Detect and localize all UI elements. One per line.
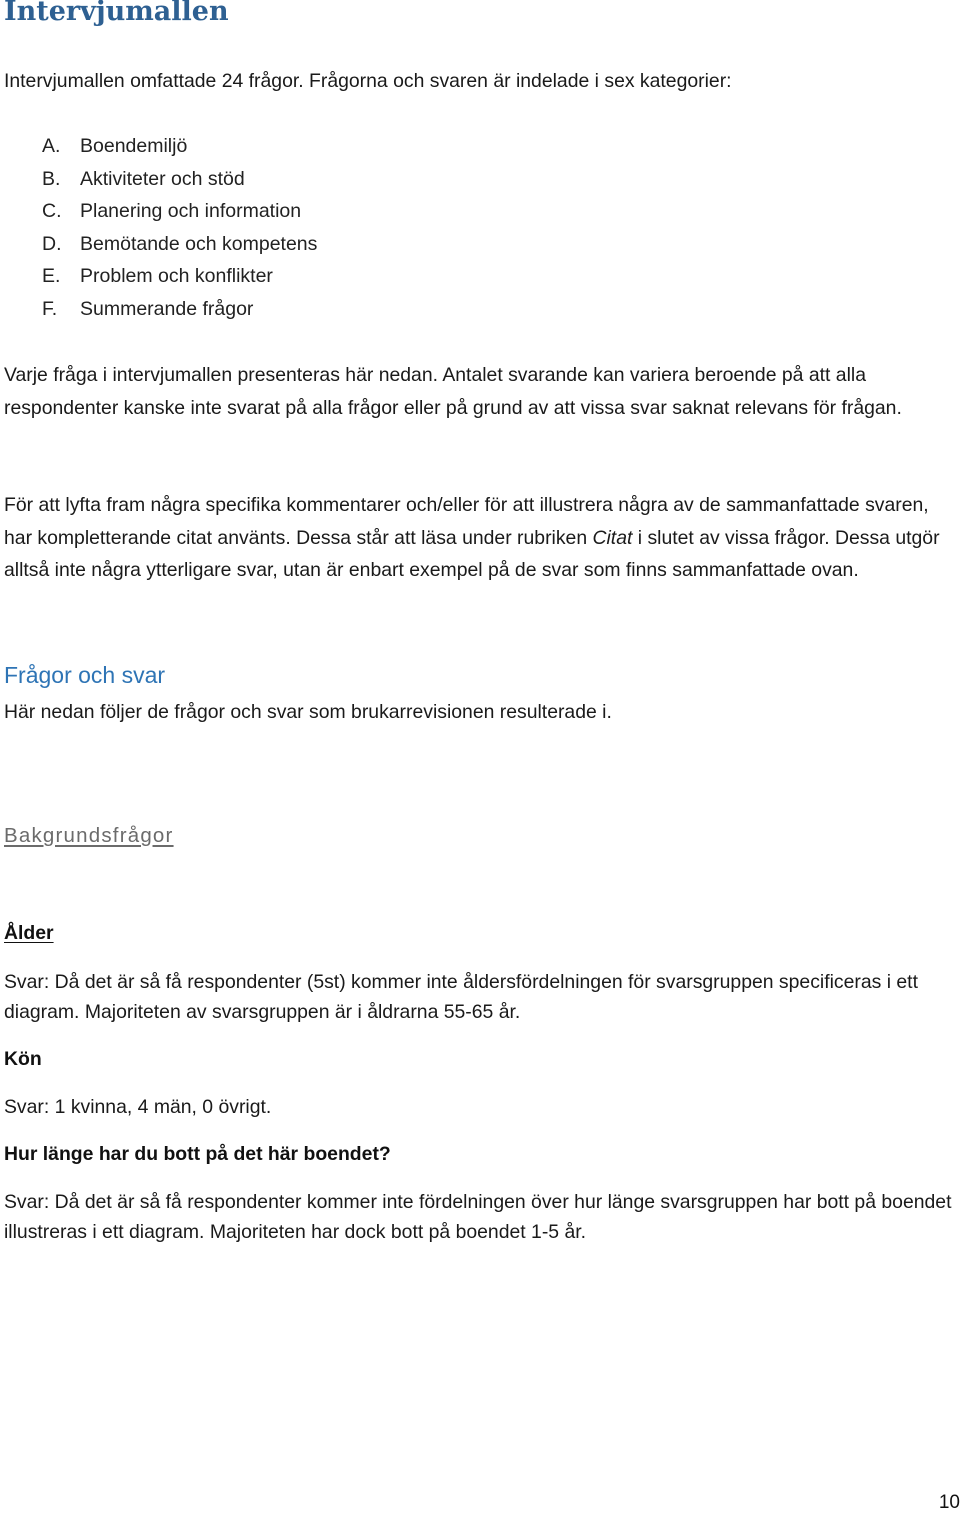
list-item [42,195,317,228]
body-paragraph [4,489,956,587]
answer-paragraph: Svar: Då det är så få respondenter (5st) kommer inte åldersfördelningen för svarsgruppen specificeras i ett diagram. Majoriteten av svarsgruppen är i åldrarna 55-65 år. [4,971,918,1023]
list-item-label: Boendemiljö [80,135,188,157]
list-item [42,260,317,293]
category-list [42,130,317,326]
paragraph-text: i slutet av vissa frågor. Dessa utgör alltså inte några ytterligare svar, utan är enbart exempel på de svar som finns sammanfattade ovan. [4,526,940,582]
list-marker: D. [42,232,62,255]
list-item [42,293,317,326]
list-item-label: Bemötande och kompetens [80,232,318,255]
list-marker: C. [42,200,62,223]
list-item-label: Planering och information [80,200,302,223]
subsection-heading: Bakgrundsfrågor [4,824,174,847]
intro-paragraph: Intervjumallen omfattade 24 frågor. Frågorna och svaren är indelade i sex kategorier: [4,70,732,92]
question-title: Ålder [4,922,54,944]
question-title: Kön [4,1048,42,1070]
paragraph-text: För att lyfta fram några specifika kommentarer och/eller för att illustrera några av de sammanfattade svaren, har kompletterande citat använts. Dessa står att läsa under rubriken [4,494,929,549]
question-title: Hur länge har du bott på det här boendet? [4,1143,391,1165]
list-marker: B. [42,167,61,190]
answer-paragraph: Svar: 1 kvinna, 4 män, 0 övrigt. [4,1096,272,1118]
list-item [42,130,317,163]
answer-paragraph: Svar: Då det är så få respondenter kommer inte fördelningen över hur länge svarsgruppen har bott på boendet illustreras i ett diagram. Majoriteten har dock bott på boendet 1-5 år. [4,1191,952,1243]
list-marker: A. [42,135,61,157]
list-item-label: Aktiviteter och stöd [80,167,245,190]
section-heading: Frågor och svar [4,662,166,688]
list-item-label: Summerande frågor [80,297,254,320]
list-marker: F. [42,297,58,320]
list-item [42,163,317,196]
page-title: Intervjumallen [4,0,229,27]
body-paragraph: Varje fråga i intervjumallen presenteras här nedan. Antalet svarande kan variera beroende på att alla respondenter kanske inte svarat på alla frågor eller på grund av att vissa svar saknat relevans för frågan. [4,364,902,419]
list-marker: E. [42,265,61,288]
list-item-label: Problem och konflikter [80,265,273,288]
list-item [42,228,317,261]
page-number: 10 [938,1492,960,1513]
section-intro: Här nedan följer de frågor och svar som brukarrevisionen resulterade i. [4,701,612,723]
italic-term: Citat [592,526,633,549]
